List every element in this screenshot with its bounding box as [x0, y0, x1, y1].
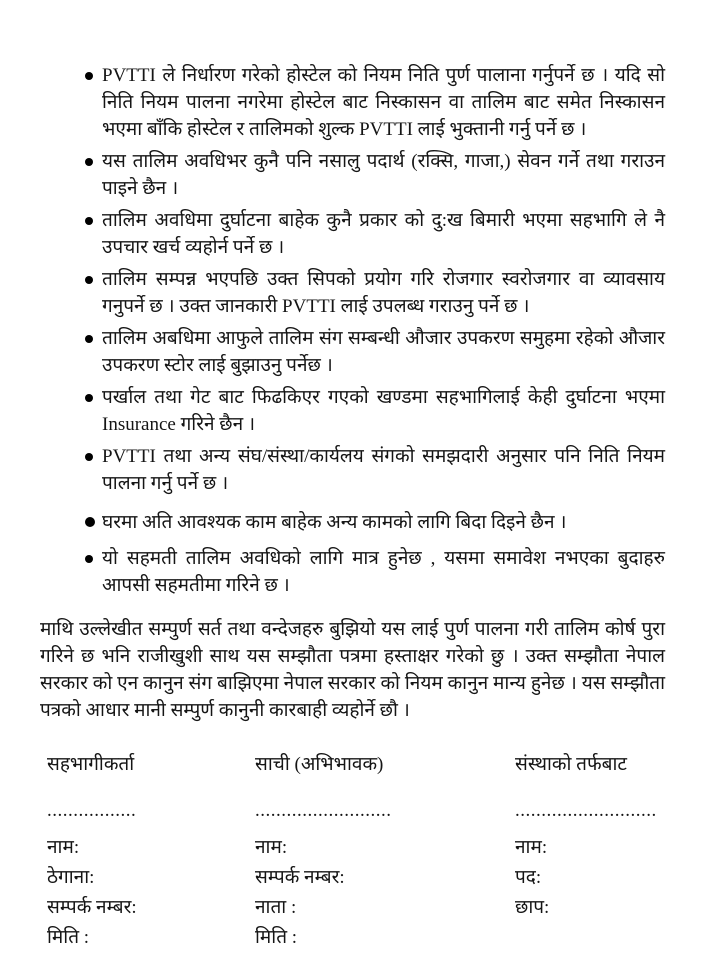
bullet-icon [85, 217, 93, 225]
signature-column-title: संस्थाको तर्फबाट [515, 754, 628, 775]
field-label-date: मिति : [255, 927, 298, 948]
bullet-icon [85, 555, 93, 563]
term-text: तालिम अवधिमा दुर्घाटना बाहेक कुनै प्रकार को दु:ख बिमारी भएमा सहभागि ले नै उपचार खर्च व्यहोर्न पर्ने छ । [102, 210, 665, 258]
field-label-contact-number: सम्पर्क नम्बर: [47, 897, 137, 918]
agreement-term-item [85, 207, 665, 261]
bullet-icon [85, 517, 95, 527]
field-label-position: पद: [515, 867, 542, 888]
bullet-icon [85, 394, 93, 402]
field-label-stamp: छाप: [515, 897, 550, 918]
agreement-term-item [85, 266, 665, 320]
signature-column-title: सहभागीकर्ता [47, 754, 135, 775]
term-text: घरमा अति आवश्यक काम बाहेक अन्य कामको लागि बिदा दिइने छैन । [102, 512, 567, 533]
term-text: यस तालिम अवधिभर कुनै पनि नसालु पदार्थ (रक्सि, गाजा,) सेवन गर्ने तथा गराउन पाइने छैन । [102, 151, 665, 199]
agreement-term-item [85, 148, 665, 202]
agreement-term-item [85, 384, 665, 438]
field-label-name: नाम: [255, 837, 288, 858]
bullet-icon [85, 276, 93, 284]
term-text: तालिम सम्पन्न भएपछि उक्त सिपको प्रयोग गरि रोजगार स्वरोजगार वा व्यावसाय गनुपर्ने छ । उक्त जानकारी PVTTI लाई उपलब्ध गराउनु पर्ने छ । [102, 269, 665, 317]
field-label-address: ठेगाना: [47, 867, 95, 888]
bullet-icon [85, 72, 93, 80]
signature-section [40, 751, 665, 954]
agreement-term-item [85, 62, 665, 143]
field-label-name: नाम: [515, 837, 548, 858]
signature-column-title: साची (अभिभावक) [255, 754, 384, 775]
agreement-terms-list [40, 62, 665, 599]
signature-line: ........................... [515, 800, 657, 821]
term-text: PVTTI ले निर्धारण गरेको होस्टेल को नियम निति पुर्ण पालाना गर्नुपर्ने छ । यदि सो निति नियम पालना नगरेमा होस्टेल बाट निस्कासन वा तालिम बाट समेत निस्कासन भएमा बाँकि होस्टेल र तालिमको शुल्क PVTTI लाई भुक्तानी गर्नु पर्ने छ । [102, 65, 665, 140]
signature-line: .......................... [255, 800, 392, 821]
agreement-term-item [85, 325, 665, 379]
term-text: तालिम अबधिमा आफुले तालिम संग सम्बन्धी औजार उपकरण समुहमा रहेको औजार उपकरण स्टोर लाई बुझाउनु पर्नेछ । [102, 328, 665, 376]
term-text: पर्खाल तथा गेट बाट फिढकिएर गएको खण्डमा सहभागिलाई केही दुर्घाटना भएमा Insurance गरिने छैन । [102, 387, 665, 435]
field-label-name: नाम: [47, 837, 80, 858]
field-label-relation: नाता : [255, 897, 297, 918]
bullet-icon [85, 158, 93, 166]
term-text: यो सहमती तालिम अवधिको लागि मात्र हुनेछ , यसमा समावेश नभएका बुदाहरु आपसी सहमतीमा गरिने छ । [102, 548, 665, 596]
field-label-contact-number: सम्पर्क नम्बर: [255, 867, 345, 888]
agreement-term-item [85, 509, 665, 536]
signature-column-witness [255, 751, 515, 954]
signature-column-participant [40, 751, 255, 954]
field-label-date: मिति : [47, 927, 90, 948]
signature-line: ................. [47, 800, 137, 821]
bullet-icon [85, 453, 93, 461]
agreement-term-item [85, 545, 665, 599]
term-text: PVTTI तथा अन्य संघ/संस्था/कार्यलय संगको समझदारी अनुसार पनि निति नियम पालना गर्नु पर्ने छ । [102, 446, 665, 494]
agreement-term-item [85, 443, 665, 497]
bullet-icon [85, 335, 93, 343]
closing-paragraph: माथि उल्लेखीत सम्पुर्ण सर्त तथा वन्देजहरु बुझियो यस लाई पुर्ण पालना गरी तालिम कोर्ष पुरा गरिने छ भनि राजीखुशी साथ यस सम्झौता पत्रमा हस्ताक्षर गरेको छु । उक्त सम्झौता नेपाल सरकार को एन कानुन संग बाझिएमा नेपाल सरकार को नियम कानुन मान्य हुनेछ । यस सम्झौता पत्रको आधार मानी सम्पुर्ण कानुनी कारबाही व्यहोर्ने छौ । [40, 619, 665, 721]
signature-column-organization [515, 751, 665, 954]
